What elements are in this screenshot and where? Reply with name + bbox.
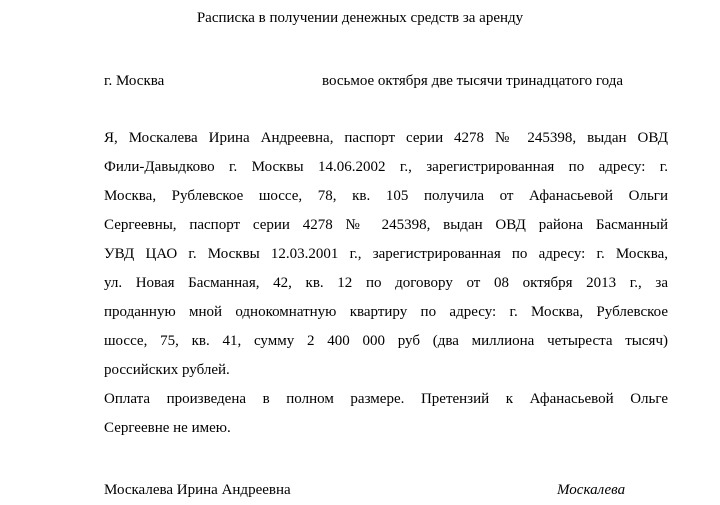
paragraph-1-line: УВД ЦАО г. Москвы 12.03.2001 г., зарегистрированная по адресу: г. Москва, [104, 246, 668, 262]
paragraph-1-line: Сергеевны, паспорт серии 4278 № 245398, выдан ОВД района Басманный [104, 217, 668, 233]
receipt-body [104, 124, 668, 443]
paragraph-1-line: Я, Москалева Ирина Андреевна, паспорт серии 4278 № 245398, выдан ОВД [104, 130, 668, 146]
signer-name: Москалева Ирина Андреевна [104, 482, 291, 498]
paragraph-2-line: Оплата произведена в полном размере. Претензий к Афанасьевой Ольге [104, 391, 668, 407]
paragraph-1-line: Фили-Давыдково г. Москвы 14.06.2002 г., зарегистрированная по адресу: г. [104, 159, 668, 175]
signature: Москалева [557, 482, 626, 498]
paragraph-1-line: Москва, Рублевское шоссе, 78, кв. 105 получила от Афанасьевой Ольги [104, 188, 668, 204]
city-label: г. Москва [104, 73, 165, 89]
paragraph-2-line: Сергеевне не имею. [104, 420, 231, 436]
date-text: восьмое октября две тысячи тринадцатого года [322, 73, 624, 89]
paragraph-1-line: проданную мной однокомнатную квартиру по адресу: г. Москва, Рублевское [104, 304, 668, 320]
paragraph-1-line: российских рублей. [104, 362, 230, 378]
document-title: Расписка в получении денежных средств за аренду [196, 10, 524, 26]
paragraph-1-line: шоссе, 75, кв. 41, сумму 2 400 000 руб (два миллиона четыреста тысяч) [104, 333, 668, 349]
paragraph-1-line: ул. Новая Басманная, 42, кв. 12 по договору от 08 октября 2013 г., за [104, 275, 668, 291]
